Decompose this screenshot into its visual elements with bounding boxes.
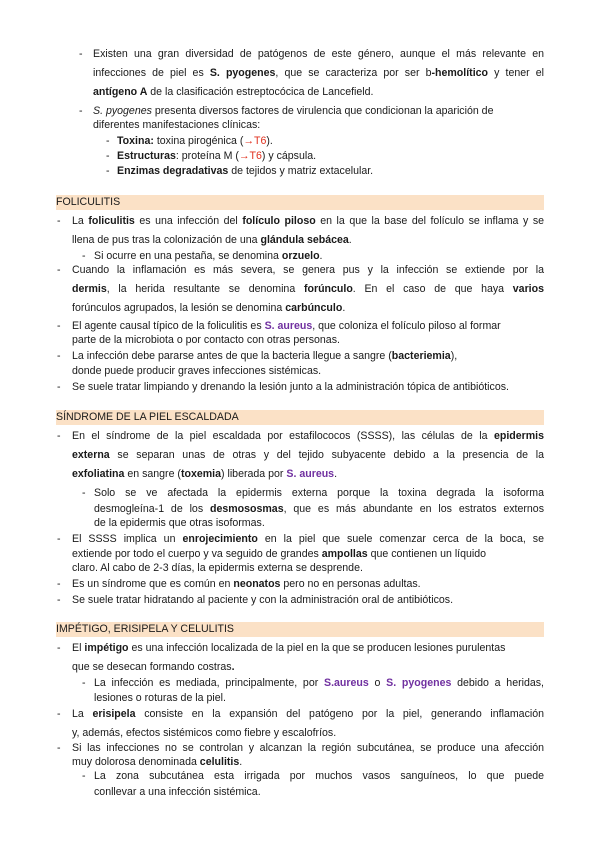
text-line: muy dolorosa denominada celulitis. xyxy=(72,756,243,768)
text-line: Se suele tratar limpiando y drenando la lesión junto a la administración tópica de antibióticos. xyxy=(72,381,509,393)
bullet-dash: - xyxy=(57,320,61,332)
bullet-dash: - xyxy=(106,135,110,147)
text-line: Solo se ve afectada la epidermis externa porque la toxina degrada la isoforma xyxy=(94,487,544,499)
bullet-dash: - xyxy=(57,381,61,393)
text-line: desmogleína-1 de los desmososmas, que es más abundante en los estratos externos xyxy=(94,503,544,515)
bullet-dash: - xyxy=(82,487,86,499)
text-line: parte de la microbiota o por contacto con otras personas. xyxy=(72,334,340,346)
text-line: Toxina: toxina pirogénica (→T6). xyxy=(117,135,273,147)
text-line: La infección es mediada, principalmente, por S.aureus o S. pyogenes debido a heridas, xyxy=(94,677,544,689)
text-line: La erisipela consiste en la expansión del patógeno por la piel, generando inflamación xyxy=(72,708,545,720)
text-line: Se suele tratar hidratando al paciente y con la administración oral de antibióticos. xyxy=(72,594,454,606)
text-line: donde puede producir graves infecciones sistémicas. xyxy=(72,365,322,377)
section-heading-ssss: SÍNDROME DE LA PIEL ESCALDADA xyxy=(56,410,544,425)
text-line: lesiones o roturas de la piel. xyxy=(94,692,226,704)
bullet-dash: - xyxy=(82,677,86,689)
text-line: conllevar a una infección sistémica. xyxy=(94,786,261,798)
bullet-dash: - xyxy=(82,770,86,782)
text-line: El impétigo es una infección localizada de la piel en la que se producen lesiones purulentas xyxy=(72,642,506,654)
text-line: La infección debe pararse antes de que la bacteria llegue a sangre (bacteriemia), xyxy=(72,350,458,362)
text-line: El agente causal típico de la foliculitis es S. aureus, que coloniza el folículo piloso al formar xyxy=(72,320,501,332)
text-line: extiende por todo el cuerpo y va seguido de grandes ampollas que contienen un líquido xyxy=(72,548,487,560)
text-line: dermis, la herida resultante se denomina forúnculo. En el caso de que haya varios xyxy=(72,283,544,295)
text-line: Si ocurre en una pestaña, se denomina orzuelo. xyxy=(94,250,323,262)
bullet-dash: - xyxy=(57,642,61,654)
bullet-dash: - xyxy=(57,215,61,227)
bullet-dash: - xyxy=(57,430,61,442)
text-line: forúnculos agrupados, la lesión se denomina carbúnculo. xyxy=(72,302,346,314)
text-line: antígeno A de la clasificación estreptocócica de Lancefield. xyxy=(93,86,374,98)
text-line: La zona subcutánea esta irrigada por muchos vasos sanguíneos, lo que puede xyxy=(94,770,544,782)
text-line: En el síndrome de la piel escaldada por estafilococos (SSSS), las células de la epidermis xyxy=(72,430,544,442)
text-line: diferentes manifestaciones clínicas: xyxy=(93,119,261,131)
text-line: Enzimas degradativas de tejidos y matriz extacelular. xyxy=(117,165,374,177)
text-line: Cuando la inflamación es más severa, se genera pus y la infección se extiende por la xyxy=(72,264,544,276)
bullet-dash: - xyxy=(57,533,61,545)
bullet-dash: - xyxy=(57,708,61,720)
bullet-dash: - xyxy=(57,350,61,362)
text-line: externa se separan unas de otras y del tejido subyacente debido a la presencia de la xyxy=(72,449,544,461)
text-line: que se desecan formando costras. xyxy=(72,661,235,673)
text-line: Estructuras: proteína M (→T6) y cápsula. xyxy=(117,150,317,162)
bullet-dash: - xyxy=(57,264,61,276)
text-line: infecciones de piel es S. pyogenes, que se caracteriza por ser b-hemolítico y tener el xyxy=(93,67,544,79)
text-line: claro. Al cabo de 2-3 días, la epidermis externa se desprende. xyxy=(72,562,363,574)
text-line: El SSSS implica un enrojecimiento en la piel que suele comenzar cerca de la boca, se xyxy=(72,533,544,545)
text-line: exfoliatina en sangre (toxemia) liberada por S. aureus. xyxy=(72,468,338,480)
bullet-dash: - xyxy=(82,250,86,262)
text-line: La foliculitis es una infección del folículo piloso en la que la base del folículo se inflama y se xyxy=(72,215,545,227)
text-line: Existen una gran diversidad de patógenos de este género, aunque el más relevante en xyxy=(93,48,544,60)
section-heading-impetigo: IMPÉTIGO, ERISIPELA Y CELULITIS xyxy=(56,622,544,637)
bullet-dash: - xyxy=(57,742,61,754)
bullet-dash: - xyxy=(79,105,83,117)
text-line: y, además, efectos sistémicos como fiebre y escalofríos. xyxy=(72,727,337,739)
text-line: de la epidermis que otras isoformas. xyxy=(94,517,265,529)
section-heading-foliculitis: FOLICULITIS xyxy=(56,195,544,210)
bullet-dash: - xyxy=(57,594,61,606)
bullet-dash: - xyxy=(106,150,110,162)
bullet-dash: - xyxy=(57,578,61,590)
text-line: Si las infecciones no se controlan y alcanzan la región subcutánea, se produce una afección xyxy=(72,742,544,754)
text-line: llena de pus tras la colonización de una glándula sebácea. xyxy=(72,234,352,246)
bullet-dash: - xyxy=(79,48,83,60)
text-line: S. pyogenes presenta diversos factores de virulencia que condicionan la aparición de xyxy=(93,105,494,117)
bullet-dash: - xyxy=(106,165,110,177)
text-line: Es un síndrome que es común en neonatos pero no en personas adultas. xyxy=(72,578,421,590)
